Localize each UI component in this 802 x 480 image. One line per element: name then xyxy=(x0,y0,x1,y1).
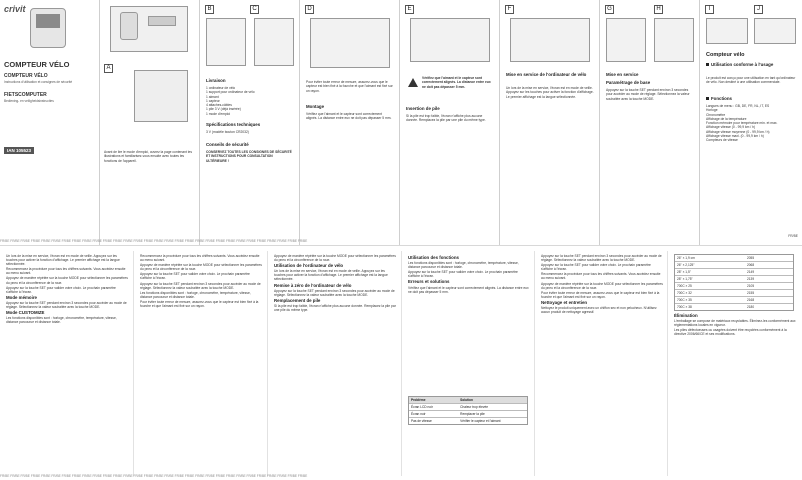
problem-cell: Pas de vitesse xyxy=(411,419,432,423)
inventory-item: 1 ordinateur de vélo xyxy=(206,86,236,90)
settings-heading: Mise en service xyxy=(606,72,639,77)
computer-unit-illustration xyxy=(120,12,138,40)
paragraph: Appuyez sur la touche SET pour valider votre choix. Le prochain paramètre s'affiche à l'écran. xyxy=(408,270,518,279)
tire-size-cell: 700C × 35 xyxy=(677,298,692,302)
figure-label-f: F xyxy=(505,5,514,14)
problem-cell: Écran noir xyxy=(411,412,426,416)
cleaning-heading: Nettoyage et entretien xyxy=(541,299,588,305)
battery-illustration xyxy=(510,18,590,62)
table-row xyxy=(675,261,793,268)
bullet-icon xyxy=(706,97,709,100)
right-page-heading: Compteur vélo xyxy=(706,52,745,58)
custom-heading: Mode CUSTOMIZE xyxy=(6,310,45,316)
panel-g-text: Appuyez sur la touche SET pendant environ 3 secondes pour accéder au mode de réglage. Sélectionnez la valeur souhaitée avec la touche MODE. xyxy=(606,88,690,101)
paragraph: Appuyez de manière répétée sur la touche MODE pour sélectionner les paramètres du pneu et la circonférence de la roue. xyxy=(140,263,262,272)
cover-panel xyxy=(0,0,100,245)
cover-desc-fr: Instructions d'utilisation et consignes de sécurité xyxy=(4,80,73,84)
paragraph: Recommencez la procédure pour tous les chiffres suivants. Vous accédez ensuite au menu suivant. xyxy=(541,272,661,281)
problem-table-header xyxy=(409,397,527,403)
paragraph: Appuyez sur la touche SET pendant environ 3 secondes pour accéder au mode de réglage. Sélectionnez la valeur souhaitée avec la touche MODE. xyxy=(140,281,261,290)
brand-logo: crivit xyxy=(4,4,26,14)
paragraph: Si la pile est trop faible, l'écran n'affiche plus aucune donnée. Remplacez la pile par une pile du même type. xyxy=(274,303,396,313)
figure-label-g: G xyxy=(605,5,614,14)
paragraph: Appuyez de manière répétée sur la touche MODE pour sélectionner les paramètres du pneu et la circonférence de la roue. xyxy=(6,276,128,285)
tire-circumference-cell: 2180 xyxy=(747,305,755,309)
handlebar-mount-illustration xyxy=(310,18,390,68)
figure-label-j: J xyxy=(754,5,763,14)
paragraph: Recommencez la procédure pour tous les chiffres suivants. Vous accédez ensuite au menu suivant. xyxy=(6,267,126,276)
function-item: Horloge xyxy=(706,108,718,113)
tire-circumference-cell: 2168 xyxy=(747,298,755,302)
paragraph: L'emballage se compose de matériaux recyclables. Éliminez-les conformément aux réglementations locales en vigueur. xyxy=(674,319,796,328)
table-row xyxy=(675,303,793,310)
function-item: Chronomètre xyxy=(706,112,726,117)
paragraph: Les fonctions disponibles sont : horloge, chronomètre, température, vitesse, distance parcourue et distance totale. xyxy=(140,290,251,299)
table-row xyxy=(409,417,527,424)
inventory-item: 1 capteur xyxy=(206,98,220,103)
tire-size-cell: 700C × 25 xyxy=(677,284,692,288)
paragraph: Les piles défectueuses ou usagées doivent être recyclées conformément à la directive 2006/66/CE et ses modifications. xyxy=(674,328,787,337)
ian-badge: IAN 105523 xyxy=(4,147,34,154)
fork-sensor-illustration xyxy=(206,18,246,66)
paragraph: Appuyez sur la touche SET pendant environ 3 secondes pour accéder au mode de réglage. Sélectionnez la valeur souhaitée avec la touche MODE. xyxy=(274,288,395,297)
figure-label-c: C xyxy=(250,5,259,14)
tire-size-cell: 700C × 38 xyxy=(677,305,692,309)
safety-heading: Conseils de sécurité xyxy=(206,142,249,147)
problem-column-header: Problème xyxy=(411,398,426,402)
footer-strip-bottom: FR/BE FR/BE FR/BE FR/BE FR/BE FR/BE FR/BE FR/BE FR/BE FR/BE FR/BE FR/BE FR/BE FR/BE FR/BE FR/BE FR/BE FR/BE FR/BE FR/BE FR/BE FR/BE FR/BE FR/BE FR/BE FR/BE FR/BE FR/BE FR/BE FR/BE xyxy=(0,474,308,478)
tire-size-cell: 28" × 1,75" xyxy=(677,277,693,281)
function-item: Fonction mémoire pour température min. et max. xyxy=(706,121,778,126)
inventory-item: 1 mode d'emploi xyxy=(206,111,231,116)
figure-panel-a xyxy=(100,0,200,245)
safety-text: CONSERVEZ TOUTES LES CONSIGNES DE SÉCURITÉ ET INSTRUCTIONS POUR CONSULTATION ULTÉRIEURE ! xyxy=(206,150,292,163)
memory-heading: Mode mémoire xyxy=(6,294,37,300)
functions-more-heading: Utilisation des fonctions xyxy=(408,255,459,260)
column-6 xyxy=(668,246,801,480)
right-page-panel xyxy=(700,0,802,245)
column-2-text xyxy=(140,254,262,309)
table-row xyxy=(675,268,793,275)
figure-panel-g xyxy=(600,0,700,245)
paragraph: Un lors de la mise en service, l'écran est en mode de veille. Appuyez sur les touches pour activer la fonction d'affichage. Le premier affichage est la langue sélectionnée. xyxy=(274,269,388,282)
tire-circumference-cell: 2055 xyxy=(747,256,755,260)
paragraph: Pour éviter toute erreur de mesure, assurez-vous que le capteur est bien fixé à la fourche et que l'aimant est fixé sur un rayon. xyxy=(541,290,660,299)
panel-f-text: Un lors de la mise en service, l'écran est en mode de veille. Appuyez sur les touches pour activer la fonction d'affichage. Le premier affichage est la langue sélectionnée. xyxy=(506,86,594,99)
column-3-text xyxy=(274,254,396,313)
paragraph: Appuyez sur la touche SET pendant environ 3 secondes pour accéder au mode de réglage. Sélectionnez la valeur souhaitée avec la touche MODE. xyxy=(541,254,662,263)
specs-heading: Spécifications techniques xyxy=(206,122,261,127)
table-row xyxy=(675,275,793,282)
column-1 xyxy=(0,246,133,480)
cover-title: COMPTEUR VÉLO xyxy=(4,60,70,69)
figure-label-b: B xyxy=(205,5,214,14)
use-heading: Utilisation de l'ordinateur de vélo xyxy=(274,263,344,269)
column-3 xyxy=(268,246,401,480)
intended-use-heading-label: Utilisation conforme à l'usage xyxy=(711,62,774,67)
problem-cell: Écran LCD noir xyxy=(411,405,433,409)
tire-size-cell: 28" × 1,5" xyxy=(677,270,691,274)
column-5-text xyxy=(541,254,663,315)
paragraph: Un lors de la mise en service, l'écran est en mode de veille. Appuyez sur les touches pour activer la fonction d'affichage. Le premier affichage est la langue sélectionnée. xyxy=(6,254,120,267)
figure-panel-b xyxy=(200,0,300,245)
mount-heading: Montage xyxy=(306,104,325,109)
table-row xyxy=(675,296,793,303)
function-item: Affichage vitesse maxi. (0 - 99,9 km / h) xyxy=(706,134,764,139)
zero-heading: Remise à zéro de l'ordinateur de vélo xyxy=(274,282,352,288)
table-row xyxy=(675,289,793,296)
tire-size-table xyxy=(674,254,794,311)
display-illustration xyxy=(654,18,694,62)
tire-size-cell: 26" × 2,125" xyxy=(677,263,695,267)
function-item: Langues de menu : GB, DE, FR, NL, IT, ES xyxy=(706,104,770,108)
device-screen-illustration xyxy=(36,14,60,28)
column-5 xyxy=(535,246,668,480)
screen-icons-illustration xyxy=(706,18,748,44)
tire-circumference-cell: 2105 xyxy=(747,284,755,288)
disposal-heading: Élimination xyxy=(674,313,698,318)
tire-size-cell: 700C × 32 xyxy=(677,291,692,295)
paragraph: Appuyez sur la touche SET pour valider votre choix. Le prochain paramètre s'affiche à l'écran. xyxy=(140,272,250,281)
magnet-spoke-illustration xyxy=(254,18,294,66)
problem-table xyxy=(408,396,528,425)
specs-battery: 3 V (modèle bouton CR2032) xyxy=(206,130,249,134)
paragraph: Appuyez de manière répétée sur la touche MODE pour sélectionner les paramètres du pneu et la circonférence de la roue. xyxy=(274,254,396,263)
solution-cell: Remplacer la pile xyxy=(460,412,485,416)
figure-label-d: D xyxy=(305,5,314,14)
functions-heading-label: Fonctions xyxy=(711,96,732,101)
sensor-heading: Erreurs et solutions xyxy=(408,279,450,285)
function-item: Affichage vitesse (0 - 99,9 km / h) xyxy=(706,125,756,130)
battery-install-heading: Insertion de pile xyxy=(406,106,440,111)
screen-modes-illustration xyxy=(754,18,796,44)
column-1-text xyxy=(6,254,128,325)
cover-desc-nl: Bediening- en veiligheidsinstructies xyxy=(4,99,54,103)
paragraph: Recommencez la procédure pour tous les chiffres suivants. Vous accédez ensuite au menu suivant. xyxy=(140,254,260,263)
warning-text: Vérifiez que l'aimant et le capteur sont correctement alignés. La distance entre eux ne doit pas dépasser 5 mm. xyxy=(422,76,491,89)
column-4-text xyxy=(408,254,530,295)
tire-circumference-cell: 2149 xyxy=(747,270,755,274)
table-row xyxy=(409,403,527,410)
figure-label-a: A xyxy=(104,64,113,73)
intended-use-text: Le produit est conçu pour une utilisation en tant qu'ordinateur de vélo. Non destiné à une utilisation commerciale. xyxy=(706,76,796,85)
column-2 xyxy=(134,246,267,480)
inventory-item: 4 attaches-câbles xyxy=(206,103,232,108)
paragraph: Appuyez de manière répétée sur la touche MODE pour sélectionner les paramètres du pneu et la circonférence de la roue. xyxy=(541,281,663,290)
figure-panel-d xyxy=(300,0,400,245)
paragraph: Vérifiez que l'aimant et le capteur sont correctement alignés. La distance entre eux ne doit pas dépasser 5 mm. xyxy=(408,285,529,294)
solution-cell: Vérifier le capteur et l'aimant xyxy=(460,419,501,423)
inventory-heading: Livraison xyxy=(206,78,226,83)
bullet-icon xyxy=(706,63,709,66)
tire-size-cell: 26" × 1,9 cm xyxy=(677,256,695,260)
solution-cell: Chaleur trop élevée xyxy=(460,405,488,409)
tire-circumference-cell: 2068 xyxy=(747,263,755,267)
column-6-text xyxy=(674,254,796,337)
figure-panel-f xyxy=(500,0,600,245)
paragraph: Nettoyez le produit uniquement avec un chiffon sec et non pelucheux. N'utilisez aucun produit de nettoyage agressif. xyxy=(541,306,657,315)
functions-heading xyxy=(706,96,732,101)
figure-label-e: E xyxy=(405,5,414,14)
paragraph: Appuyez sur la touche SET pendant environ 3 secondes pour accéder au mode de réglage. Sélectionnez la valeur souhaitée avec la touche MODE. xyxy=(6,300,127,310)
personal-heading: Paramétrage de base xyxy=(606,80,651,85)
wheel-illustration xyxy=(410,18,490,62)
table-row xyxy=(409,410,527,417)
table-row xyxy=(675,282,793,289)
figure-label-i: I xyxy=(705,5,714,14)
paragraph: Les fonctions disponibles sont : horloge, chronomètre, température, vitesse, distance parcourue et distance totale. xyxy=(408,261,519,270)
footer-strip-top: FR/BE FR/BE FR/BE FR/BE FR/BE FR/BE FR/BE FR/BE FR/BE FR/BE FR/BE FR/BE FR/BE FR/BE FR/BE FR/BE FR/BE FR/BE FR/BE FR/BE FR/BE FR/BE FR/BE FR/BE FR/BE FR/BE FR/BE FR/BE FR/BE FR/BE xyxy=(0,239,308,243)
init-heading: Mise en service de l'ordinateur de vélo xyxy=(506,72,587,77)
paragraph: Pour éviter toute erreur de mesure, assurez-vous que le capteur est bien fixé à la fourche et que l'aimant est fixé sur un rayon. xyxy=(140,299,259,309)
panel-e-text: Si la pile est trop faible, l'écran n'affiche plus aucune donnée. Remplacez la pile par une pile du même type. xyxy=(406,114,486,123)
inventory-list xyxy=(206,86,294,116)
inventory-item: 1 pile 3 V (déjà insérée) xyxy=(206,107,241,112)
function-item: Compteurs de vitesse xyxy=(706,138,738,143)
bottom-columns xyxy=(0,245,802,480)
figure-panel-e xyxy=(400,0,500,245)
buttons-illustration xyxy=(606,18,646,62)
functions-list xyxy=(706,104,798,143)
battery-change-heading: Remplacement de pile xyxy=(274,297,321,303)
panel-a-caption: Avant de lire le mode d'emploi, ouvrez la page contenant les illustrations et familiarisez-vous ensuite avec toutes les fonctions de l'appareil. xyxy=(104,150,192,163)
panel-d-text-2: Vérifiez que l'aimant et le capteur sont correctement alignés. La distance entre eux ne doit pas dépasser 5 mm. xyxy=(306,112,392,121)
paragraph: Appuyez sur la touche SET pour valider votre choix. Le prochain paramètre s'affiche à l'écran. xyxy=(6,285,116,294)
page-number: FR/BE xyxy=(788,234,798,238)
tire-circumference-cell: 2155 xyxy=(747,291,755,295)
mount-illustration xyxy=(148,16,176,26)
warning-icon xyxy=(408,78,418,87)
paragraph: Appuyez sur la touche SET pour valider votre choix. Le prochain paramètre s'affiche à l'écran. xyxy=(541,263,651,272)
sensor-illustration xyxy=(134,70,188,122)
solution-column-header: Solution xyxy=(460,398,473,402)
cover-subtitle-nl: FIETSCOMPUTER xyxy=(4,92,47,98)
intended-use-heading xyxy=(706,62,798,67)
tire-circumference-cell: 2139 xyxy=(747,277,755,281)
figure-label-h: H xyxy=(654,5,663,14)
inventory-item: 1 support pour ordinateur de vélo xyxy=(206,90,255,95)
inventory-item: 1 aimant xyxy=(206,94,219,99)
cover-subtitle-fr: COMPTEUR VÉLO xyxy=(4,73,48,79)
column-4 xyxy=(402,246,535,480)
paragraph: Les fonctions disponibles sont : horloge, chronomètre, température, vitesse, distance parcourue et distance totale. xyxy=(6,316,117,325)
panel-d-text-1: Pour éviter toute erreur de mesure, assurez-vous que le capteur est bien fixé à la fourche et que l'aimant est fixé sur un rayon. xyxy=(306,80,393,93)
function-item: Affichage vitesse moyenne (0 - 99,9 km / h) xyxy=(706,129,770,134)
function-item: Affichage de la température xyxy=(706,116,747,121)
